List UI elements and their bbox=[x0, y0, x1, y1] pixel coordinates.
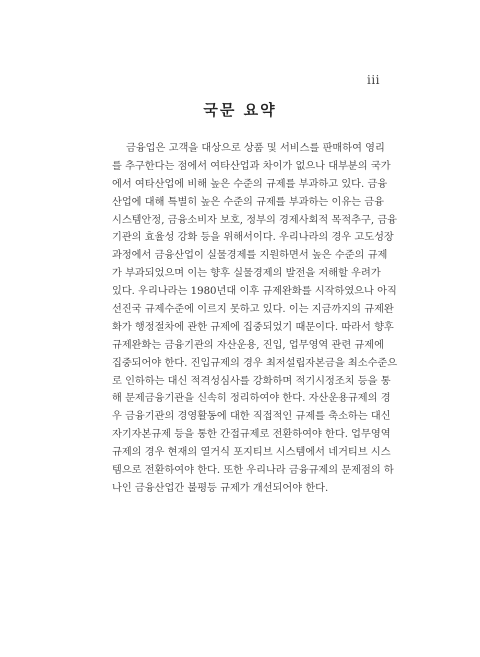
page-number: iii bbox=[366, 73, 380, 87]
paragraph-line: 자기자본규제 등을 통한 간접규제로 전환하여야 한다. 업무영역 bbox=[112, 429, 391, 441]
paragraph-line: 를 추구한다는 점에서 여타산업과 차이가 없으나 대부분의 국가 bbox=[112, 160, 391, 172]
paragraph-line: 시스템안정, 금융소비자 보호, 정부의 경제사회적 목적추구, 금융 bbox=[112, 214, 398, 226]
paragraph-line: 화가 행정절차에 관한 규제에 집중되었기 때문이다. 따라서 향후 bbox=[112, 321, 394, 333]
paragraph-line: 산업에 대해 특별히 높은 수준의 규제를 부과하는 이유는 금융 bbox=[112, 196, 384, 208]
paragraph-line: 에서 여타산업에 비해 높은 수준의 규제를 부과하고 있다. 금융 bbox=[112, 178, 388, 190]
paragraph-line: 과정에서 금융산업이 실물경제를 지원하면서 높은 수준의 규제 bbox=[112, 250, 388, 262]
paragraph-line: 금융업은 고객을 대상으로 상품 및 서비스를 판매하여 영리 bbox=[126, 143, 385, 154]
paragraph-line: 집중되어야 한다. 진입규제의 경우 최저설립자본금을 최소수준으 bbox=[112, 357, 398, 369]
paragraph-line: 우 금융기관의 경영활동에 대한 직접적인 규제를 축소하는 대신 bbox=[112, 411, 391, 423]
paragraph-line: 나인 금융산업간 불평등 규제가 개선되어야 한다. bbox=[112, 482, 329, 494]
paragraph-line: 규제의 경우 현재의 열거식 포지티브 시스템에서 네거티브 시스 bbox=[112, 447, 391, 459]
paragraph-line: 로 인하하는 대신 적격성심사를 강화하며 적기시정조치 등을 통 bbox=[112, 375, 391, 387]
paragraph-line: 해 문제금융기관을 신속히 정리하여야 한다. 자산운용규제의 경 bbox=[112, 393, 391, 405]
abstract-paragraph bbox=[112, 140, 398, 498]
paragraph-line: 규제완화는 금융기관의 자산운용, 진입, 업무영역 관련 규제에 bbox=[112, 339, 384, 351]
paragraph-line: 선진국 규제수준에 이르지 못하고 있다. 이는 지금까지의 규제완 bbox=[112, 304, 394, 316]
paragraph-line: 가 부과되었으며 이는 향후 실물경제의 발전을 저해할 우려가 bbox=[112, 268, 381, 280]
paragraph-line: 템으로 전환하여야 한다. 또한 우리나라 금융규제의 문제점의 하 bbox=[112, 465, 394, 477]
page-title: 국문 요약 bbox=[203, 101, 277, 119]
paragraph-line: 있다. 우리나라는 1980년대 이후 규제완화를 시작하였으나 아직 bbox=[112, 286, 397, 298]
paragraph-line: 기관의 효율성 강화 등을 위해서이다. 우리나라의 경우 고도성장 bbox=[112, 232, 394, 244]
